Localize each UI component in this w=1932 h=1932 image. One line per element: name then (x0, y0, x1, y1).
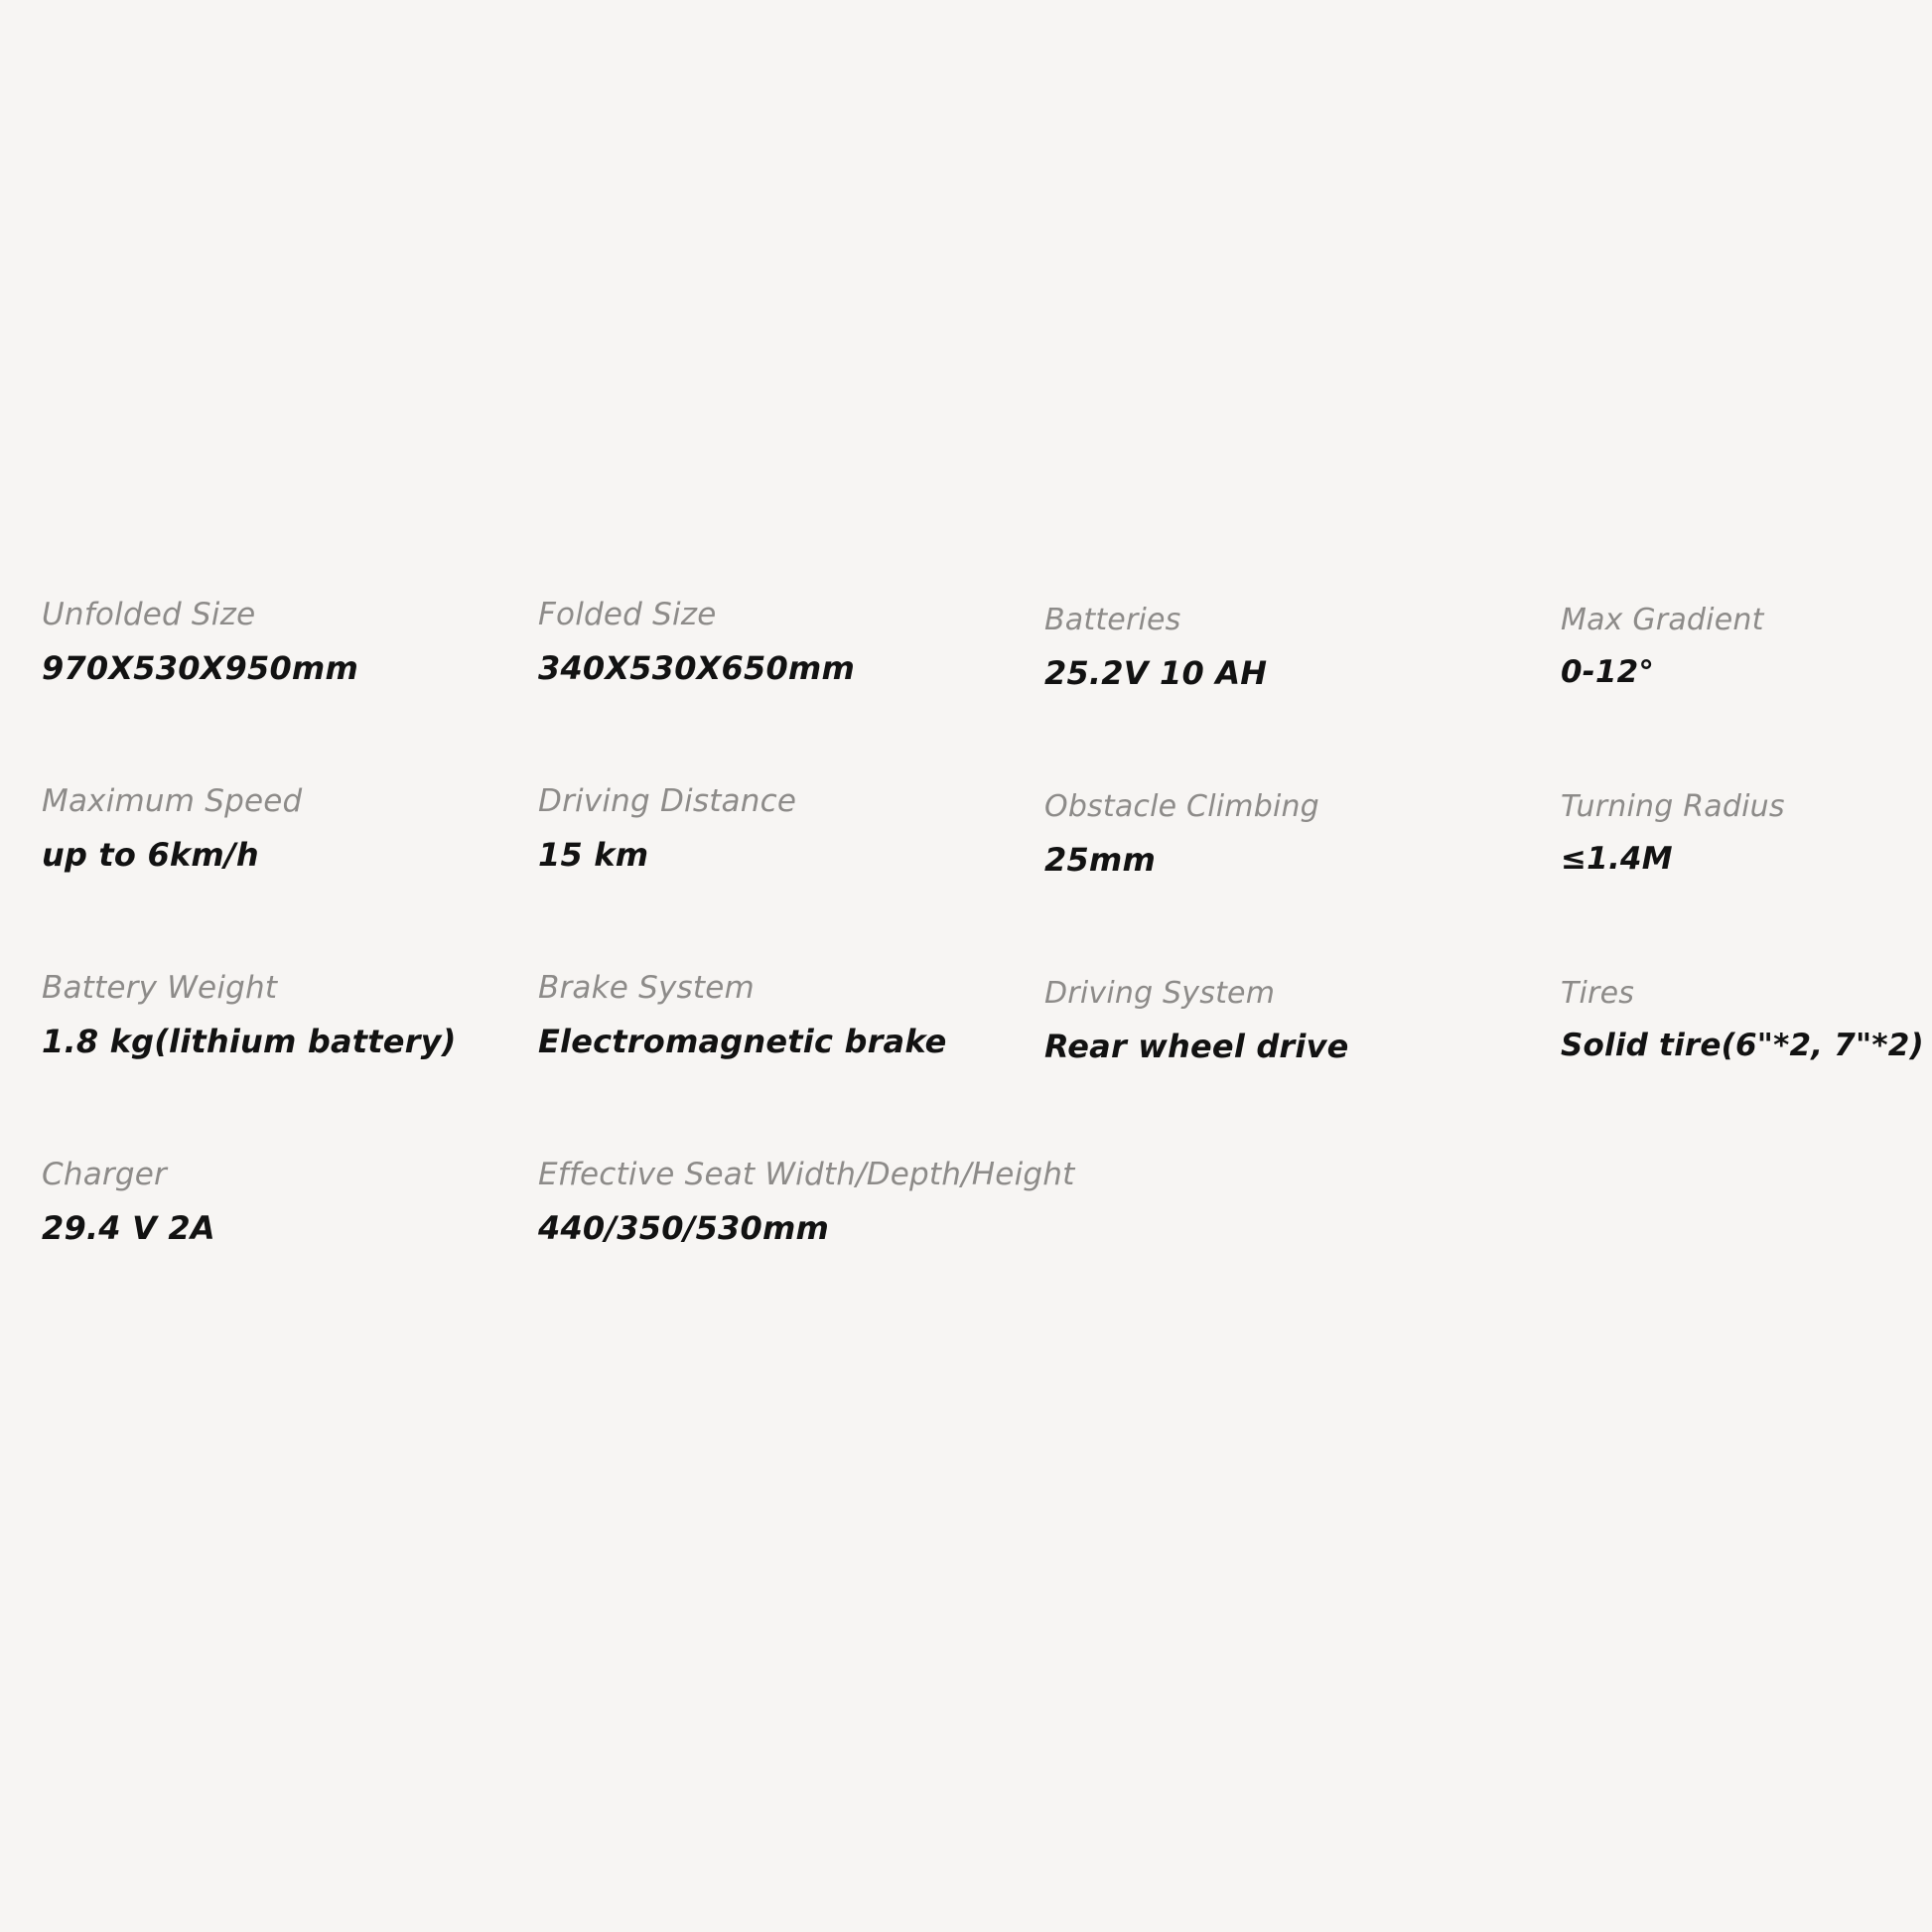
spec-value: 0-12° (1561, 653, 1655, 690)
spec-item-charger (42, 1156, 538, 1342)
spec-value: Solid tire(6"*2, 7"*2) (1561, 1027, 1924, 1063)
spec-label: Unfolded Size (42, 597, 256, 632)
spec-item-batteries (1044, 596, 1561, 782)
spec-label: Charger (42, 1157, 167, 1192)
spec-label: Folded Size (538, 597, 717, 632)
spec-label: Brake System (538, 970, 755, 1006)
spec-item-max-gradient (1561, 596, 1890, 782)
spec-item-battery-weight (42, 969, 538, 1156)
spec-label: Turning Radius (1561, 789, 1785, 824)
spec-item-driving-system (1044, 969, 1561, 1156)
spec-item-turning-radius (1561, 782, 1890, 969)
spec-value: 25.2V 10 AH (1044, 653, 1268, 692)
spec-label: Tires (1561, 976, 1635, 1011)
spec-item-unfolded-size (42, 596, 538, 782)
specification-grid (42, 596, 1924, 1342)
spec-item-maximum-speed (42, 782, 538, 969)
spec-label: Batteries (1044, 603, 1181, 637)
spec-label: Maximum Speed (42, 783, 303, 819)
spec-item-effective-seat-dimensions (538, 1156, 1075, 1342)
spec-value: up to 6km/h (42, 835, 259, 874)
spec-label: Driving Distance (538, 783, 797, 819)
spec-value: 970X530X950mm (42, 648, 359, 687)
spec-item-driving-distance (538, 782, 1044, 969)
spec-item-brake-system (538, 969, 1044, 1156)
spec-item-tires (1561, 969, 1924, 1156)
spec-label: Battery Weight (42, 970, 278, 1006)
spec-item-obstacle-climbing (1044, 782, 1561, 969)
spec-label: Obstacle Climbing (1044, 789, 1319, 824)
spec-label: Driving System (1044, 976, 1276, 1011)
spec-value: ≤1.4M (1561, 840, 1673, 877)
spec-item-folded-size (538, 596, 1044, 782)
spec-label: Effective Seat Width/Depth/Height (538, 1157, 1075, 1192)
spec-value: 15 km (538, 835, 649, 874)
spec-value: 25mm (1044, 840, 1157, 879)
spec-value: 29.4 V 2A (42, 1208, 215, 1247)
spec-value: Rear wheel drive (1044, 1027, 1349, 1065)
spec-value: 340X530X650mm (538, 648, 856, 687)
spec-label: Max Gradient (1561, 603, 1764, 637)
spec-value: 1.8 kg(lithium battery) (42, 1022, 457, 1060)
spec-value: 440/350/530mm (538, 1208, 830, 1247)
spec-value: Electromagnetic brake (538, 1022, 947, 1060)
